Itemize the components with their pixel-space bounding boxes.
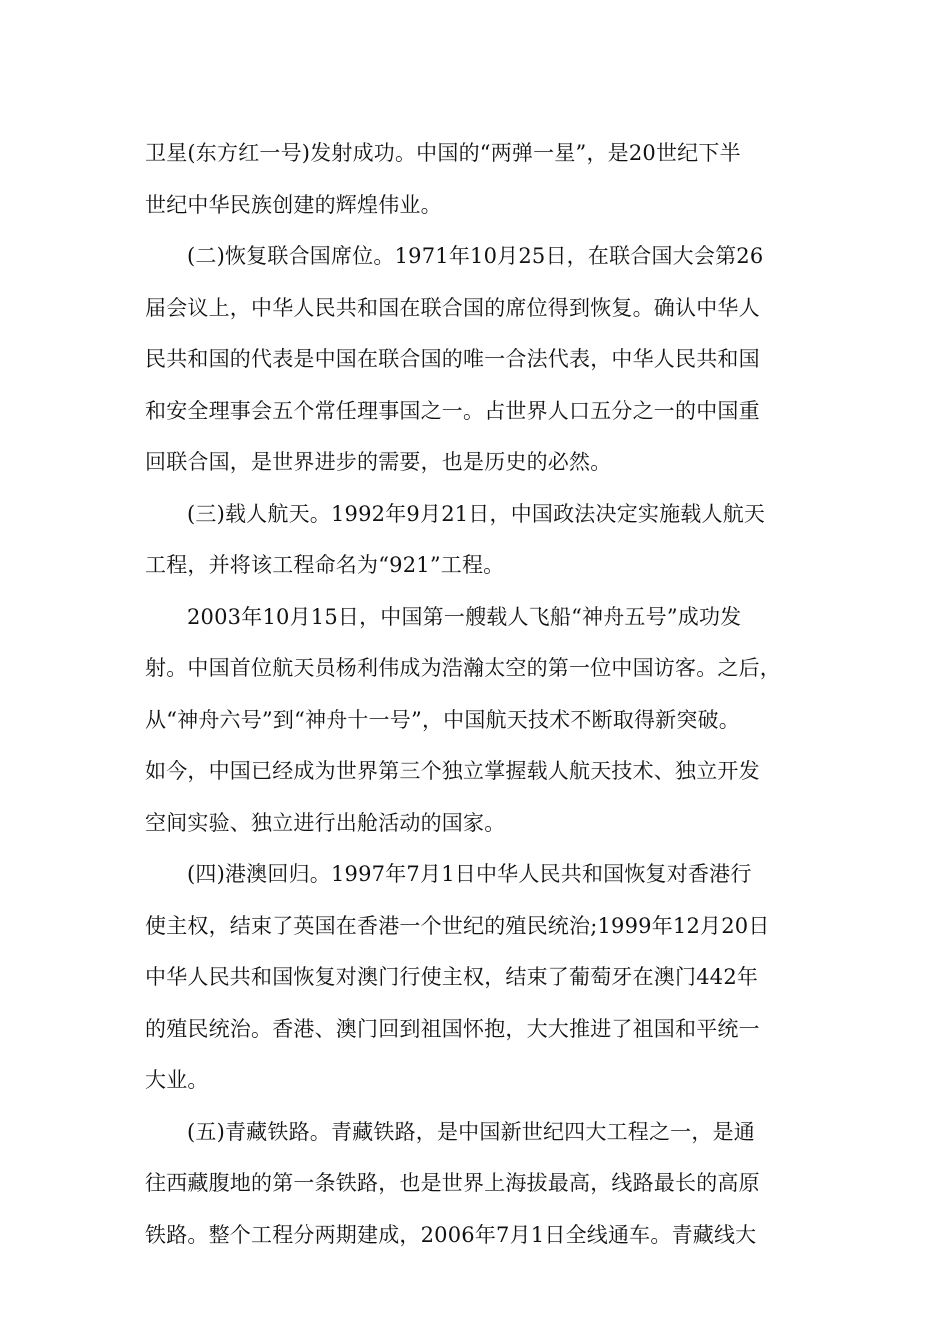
- text-line: 民共和国的代表是中国在联合国的唯一合法代表，中华人民共和国: [145, 347, 760, 371]
- text-line: 空间实验、独立进行出舱活动的国家。: [145, 810, 506, 835]
- text-line: 往西藏腹地的第一条铁路，也是世界上海拔最高，线路最长的高原: [145, 1171, 760, 1195]
- paragraph-heading-line: (三)载人航天。1992年9月21日，中国政法决定实施载人航天: [187, 501, 766, 526]
- text-line: 和安全理事会五个常任理事国之一。占世界人口五分之一的中国重: [145, 398, 760, 423]
- text-line: 中华人民共和国恢复对澳门行使主权，结束了葡萄牙在澳门442年: [145, 965, 759, 989]
- paragraph-heading-line: (二)恢复联合国席位。1971年10月25日，在联合国大会第26: [187, 244, 764, 268]
- text-line: 射。中国首位航天员杨利伟成为浩瀚太空的第一位中国访客。之后，: [145, 656, 781, 680]
- text-line: 卫星(东方红一号)发射成功。中国的“两弹一星”，是20世纪下半: [145, 141, 741, 165]
- text-line: 世纪中华民族创建的辉煌伟业。: [145, 192, 442, 217]
- text-line: 工程，并将该工程命名为“921”工程。: [145, 553, 505, 577]
- text-line: 回联合国，是世界进步的需要，也是历史的必然。: [145, 450, 612, 474]
- text-line: 铁路。整个工程分两期建成，2006年7月1日全线通车。青藏线大: [145, 1222, 757, 1247]
- text-line: 大业。: [145, 1068, 209, 1092]
- paragraph-heading-line: (五)青藏铁路。青藏铁路，是中国新世纪四大工程之一，是通: [187, 1119, 755, 1144]
- text-line: 如今，中国已经成为世界第三个独立掌握载人航天技术、独立开发: [145, 759, 760, 783]
- text-line: 届会议上，中华人民共和国在联合国的席位得到恢复。确认中华人: [145, 295, 760, 320]
- paragraph-heading-line: (四)港澳回归。1997年7月1日中华人民共和国恢复对香港行: [187, 862, 752, 886]
- document-body: [145, 128, 810, 1261]
- text-line: 的殖民统治。香港、澳门回到祖国怀抱，大大推进了祖国和平统一: [145, 1016, 760, 1041]
- text-line: 使主权，结束了英国在香港一个世纪的殖民统治;1999年12月20日: [145, 913, 770, 938]
- paragraph-first-line: 2003年10月15日，中国第一艘载人飞船“神舟五号”成功发: [187, 604, 742, 629]
- text-line: 从“神舟六号”到“神舟十一号”，中国航天技术不断取得新突破。: [145, 707, 740, 732]
